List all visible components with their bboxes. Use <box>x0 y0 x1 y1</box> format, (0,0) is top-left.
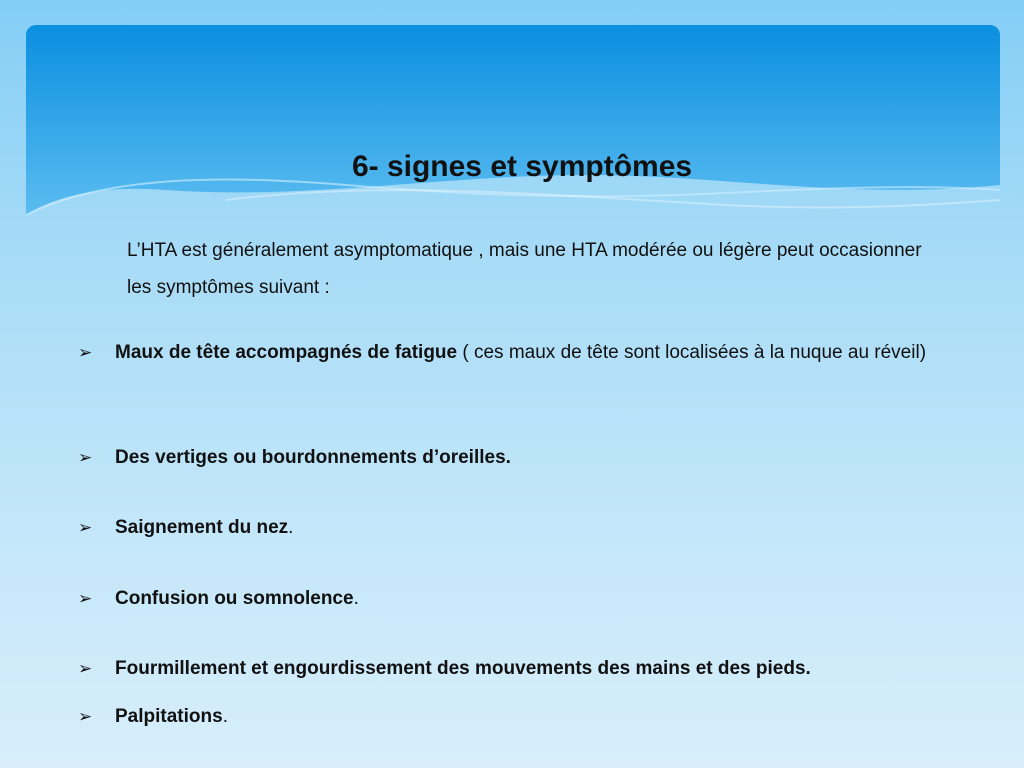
arrow-bullet-icon: ➢ <box>78 707 93 726</box>
list-item-bold: Des vertiges ou bourdonnements d’oreilles. <box>115 447 511 468</box>
header-wave-graphic <box>26 25 1000 225</box>
list-item-rest: ( ces maux de tête sont localisées à la nuque au réveil) <box>457 342 927 363</box>
list-item-text <box>115 335 958 371</box>
slide-title: 6- signes et symptômes <box>351 150 693 183</box>
header-band <box>26 25 1000 225</box>
arrow-bullet-icon: ➢ <box>78 589 93 608</box>
arrow-bullet-icon: ➢ <box>78 518 93 537</box>
list-item-text <box>115 581 958 617</box>
list-item-bold: Maux de tête accompagnés de fatigue <box>115 342 458 363</box>
list-item-bold: Confusion ou somnolence <box>115 588 354 609</box>
list-item-bold: Fourmillement et engourdissement des mouvements des mains et des pieds. <box>115 658 811 679</box>
list-item-text <box>115 440 958 476</box>
list-item-rest: . <box>222 706 228 727</box>
list-item-rest: . <box>353 588 359 609</box>
list-item <box>78 440 958 476</box>
arrow-bullet-icon: ➢ <box>78 448 93 467</box>
list-item-text <box>115 651 958 687</box>
list-item-bold: Palpitations <box>115 706 223 727</box>
list-item <box>78 510 958 546</box>
list-item <box>78 699 958 735</box>
list-item-rest: . <box>288 517 294 538</box>
list-item <box>78 335 958 371</box>
intro-paragraph: L’HTA est généralement asymptomatique , mais une HTA modérée ou légère peut occasionner les symptômes suivant : <box>127 240 922 298</box>
arrow-bullet-icon: ➢ <box>78 659 93 678</box>
list-item <box>78 581 958 617</box>
list-item-text <box>115 510 958 546</box>
list-item <box>78 651 958 687</box>
arrow-bullet-icon: ➢ <box>78 343 93 362</box>
list-item-text <box>115 699 958 735</box>
list-item-bold: Saignement du nez <box>115 517 289 538</box>
